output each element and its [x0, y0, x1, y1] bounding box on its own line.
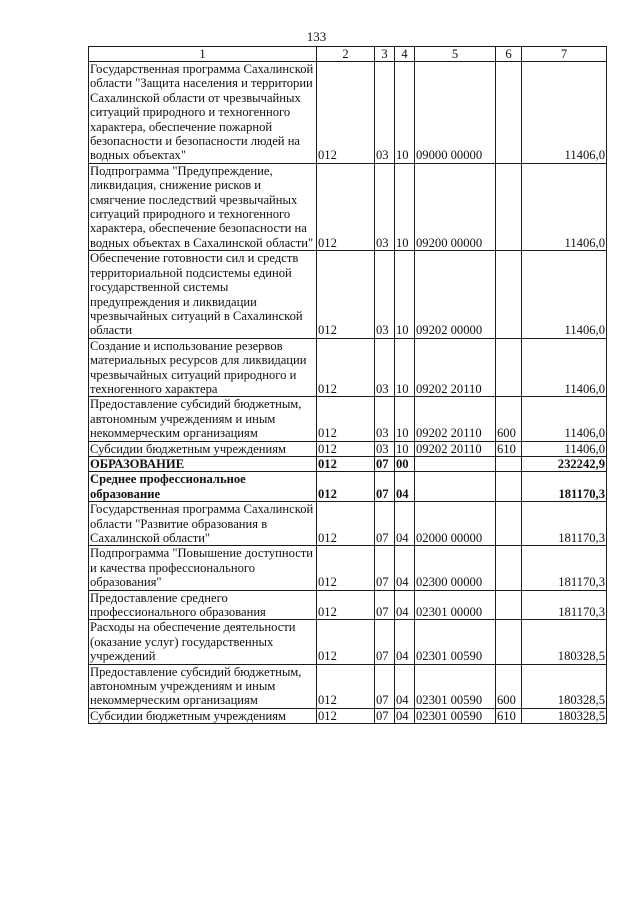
- amount: 11406,0: [522, 62, 607, 164]
- target-article-code: 02301 00590: [415, 664, 496, 708]
- row-name: Подпрограмма "Повышение доступности и качества профессионального образования": [89, 546, 317, 590]
- ministry-code: 012: [317, 590, 375, 620]
- subsection-code: 10: [395, 338, 415, 397]
- ministry-code: 012: [317, 251, 375, 338]
- expense-type-code: [496, 590, 522, 620]
- target-article-code: 02301 00000: [415, 590, 496, 620]
- row-name: Предоставление субсидий бюджетным, автономным учреждениям и иным некоммерческим организациям: [89, 664, 317, 708]
- column-header: 3: [375, 47, 395, 62]
- section-code: 07: [375, 708, 395, 723]
- ministry-code: 012: [317, 546, 375, 590]
- section-code: 07: [375, 472, 395, 502]
- expense-type-code: [496, 546, 522, 590]
- amount: 180328,5: [522, 708, 607, 723]
- target-article-code: 09000 00000: [415, 62, 496, 164]
- table-row: [89, 664, 607, 708]
- expense-type-code: 610: [496, 441, 522, 456]
- target-article-code: 02301 00590: [415, 620, 496, 664]
- expense-type-code: [496, 163, 522, 250]
- subsection-code: 00: [395, 456, 415, 471]
- expense-type-code: [496, 472, 522, 502]
- table-row: [89, 590, 607, 620]
- subsection-code: 04: [395, 546, 415, 590]
- amount: 181170,3: [522, 472, 607, 502]
- ministry-code: 012: [317, 502, 375, 546]
- table-body: [89, 62, 607, 724]
- amount: 181170,3: [522, 502, 607, 546]
- expense-type-code: [496, 251, 522, 338]
- expense-type-code: 600: [496, 397, 522, 441]
- row-name: Подпрограмма "Предупреждение, ликвидация, снижение рисков и смягчение последствий чрезвычайных ситуаций природного и техногенного характера, обеспечение безопасности на водных объектах в Сахалинской области": [89, 163, 317, 250]
- ministry-code: 012: [317, 620, 375, 664]
- target-article-code: 09202 20110: [415, 441, 496, 456]
- table-row: [89, 397, 607, 441]
- subsection-code: 04: [395, 502, 415, 546]
- subsection-code: 04: [395, 708, 415, 723]
- table-row: [89, 338, 607, 397]
- section-code: 07: [375, 502, 395, 546]
- section-code: 03: [375, 62, 395, 164]
- table-row: [89, 441, 607, 456]
- section-code: 07: [375, 664, 395, 708]
- table-row: [89, 62, 607, 164]
- ministry-code: 012: [317, 456, 375, 471]
- section-code: 03: [375, 163, 395, 250]
- ministry-code: 012: [317, 62, 375, 164]
- expense-type-code: 600: [496, 664, 522, 708]
- row-name: Предоставление среднего профессионального образования: [89, 590, 317, 620]
- expense-type-code: [496, 620, 522, 664]
- ministry-code: 012: [317, 397, 375, 441]
- row-name: Расходы на обеспечение деятельности (оказание услуг) государственных учреждений: [89, 620, 317, 664]
- subsection-code: 10: [395, 163, 415, 250]
- amount: 11406,0: [522, 338, 607, 397]
- section-code: 07: [375, 620, 395, 664]
- column-header: 6: [496, 47, 522, 62]
- subsection-code: 04: [395, 472, 415, 502]
- ministry-code: 012: [317, 472, 375, 502]
- ministry-code: 012: [317, 163, 375, 250]
- section-code: 03: [375, 397, 395, 441]
- target-article-code: 09202 20110: [415, 338, 496, 397]
- table-row: [89, 620, 607, 664]
- expense-type-code: 610: [496, 708, 522, 723]
- section-code: 07: [375, 590, 395, 620]
- amount: 11406,0: [522, 397, 607, 441]
- amount: 180328,5: [522, 620, 607, 664]
- column-header: 2: [317, 47, 375, 62]
- expense-type-code: [496, 338, 522, 397]
- table-row: [89, 502, 607, 546]
- target-article-code: [415, 472, 496, 502]
- amount: 180328,5: [522, 664, 607, 708]
- expense-type-code: [496, 456, 522, 471]
- ministry-code: 012: [317, 441, 375, 456]
- amount: 11406,0: [522, 441, 607, 456]
- amount: 181170,3: [522, 590, 607, 620]
- expense-type-code: [496, 62, 522, 164]
- column-header: 4: [395, 47, 415, 62]
- ministry-code: 012: [317, 338, 375, 397]
- row-name: Обеспечение готовности сил и средств территориальной подсистемы единой государственной системы предупреждения и ликвидации чрезвычайных ситуаций в Сахалинской области: [89, 251, 317, 338]
- target-article-code: 02300 00000: [415, 546, 496, 590]
- subsection-code: 10: [395, 62, 415, 164]
- subsection-code: 04: [395, 620, 415, 664]
- amount: 181170,3: [522, 546, 607, 590]
- target-article-code: 09200 00000: [415, 163, 496, 250]
- expense-type-code: [496, 502, 522, 546]
- table-row: [89, 708, 607, 723]
- row-name: Государственная программа Сахалинской области "Развитие образования в Сахалинской области": [89, 502, 317, 546]
- target-article-code: 02301 00590: [415, 708, 496, 723]
- amount: 11406,0: [522, 251, 607, 338]
- section-code: 07: [375, 456, 395, 471]
- target-article-code: 02000 00000: [415, 502, 496, 546]
- subsection-code: 04: [395, 590, 415, 620]
- column-header: 1: [89, 47, 317, 62]
- section-code: 03: [375, 441, 395, 456]
- subsection-code: 10: [395, 441, 415, 456]
- row-name: Государственная программа Сахалинской области "Защита населения и территории Сахалинской области от чрезвычайных ситуаций природного и техногенного характера, обеспечение пожарной безопасности и безопасности людей на водных объектах": [89, 62, 317, 164]
- ministry-code: 012: [317, 664, 375, 708]
- section-code: 03: [375, 251, 395, 338]
- section-code: 03: [375, 338, 395, 397]
- table-row: [89, 472, 607, 502]
- amount: 232242,9: [522, 456, 607, 471]
- column-header: 5: [415, 47, 496, 62]
- target-article-code: 09202 00000: [415, 251, 496, 338]
- header-row: [89, 47, 607, 62]
- subsection-code: 10: [395, 397, 415, 441]
- ministry-code: 012: [317, 708, 375, 723]
- column-header: 7: [522, 47, 607, 62]
- section-code: 07: [375, 546, 395, 590]
- row-name: Среднее профессиональное образование: [89, 472, 317, 502]
- table-row: [89, 251, 607, 338]
- subsection-code: 04: [395, 664, 415, 708]
- table-row: [89, 546, 607, 590]
- target-article-code: [415, 456, 496, 471]
- row-name: Субсидии бюджетным учреждениям: [89, 441, 317, 456]
- budget-table: [88, 46, 607, 724]
- table-row: [89, 456, 607, 471]
- table-row: [89, 163, 607, 250]
- subsection-code: 10: [395, 251, 415, 338]
- target-article-code: 09202 20110: [415, 397, 496, 441]
- row-name: ОБРАЗОВАНИЕ: [89, 456, 317, 471]
- row-name: Субсидии бюджетным учреждениям: [89, 708, 317, 723]
- row-name: Создание и использование резервов материальных ресурсов для ликвидации чрезвычайных ситуаций природного и техногенного характера: [89, 338, 317, 397]
- row-name: Предоставление субсидий бюджетным, автономным учреждениям и иным некоммерческим организациям: [89, 397, 317, 441]
- amount: 11406,0: [522, 163, 607, 250]
- page-number: 133: [306, 29, 327, 44]
